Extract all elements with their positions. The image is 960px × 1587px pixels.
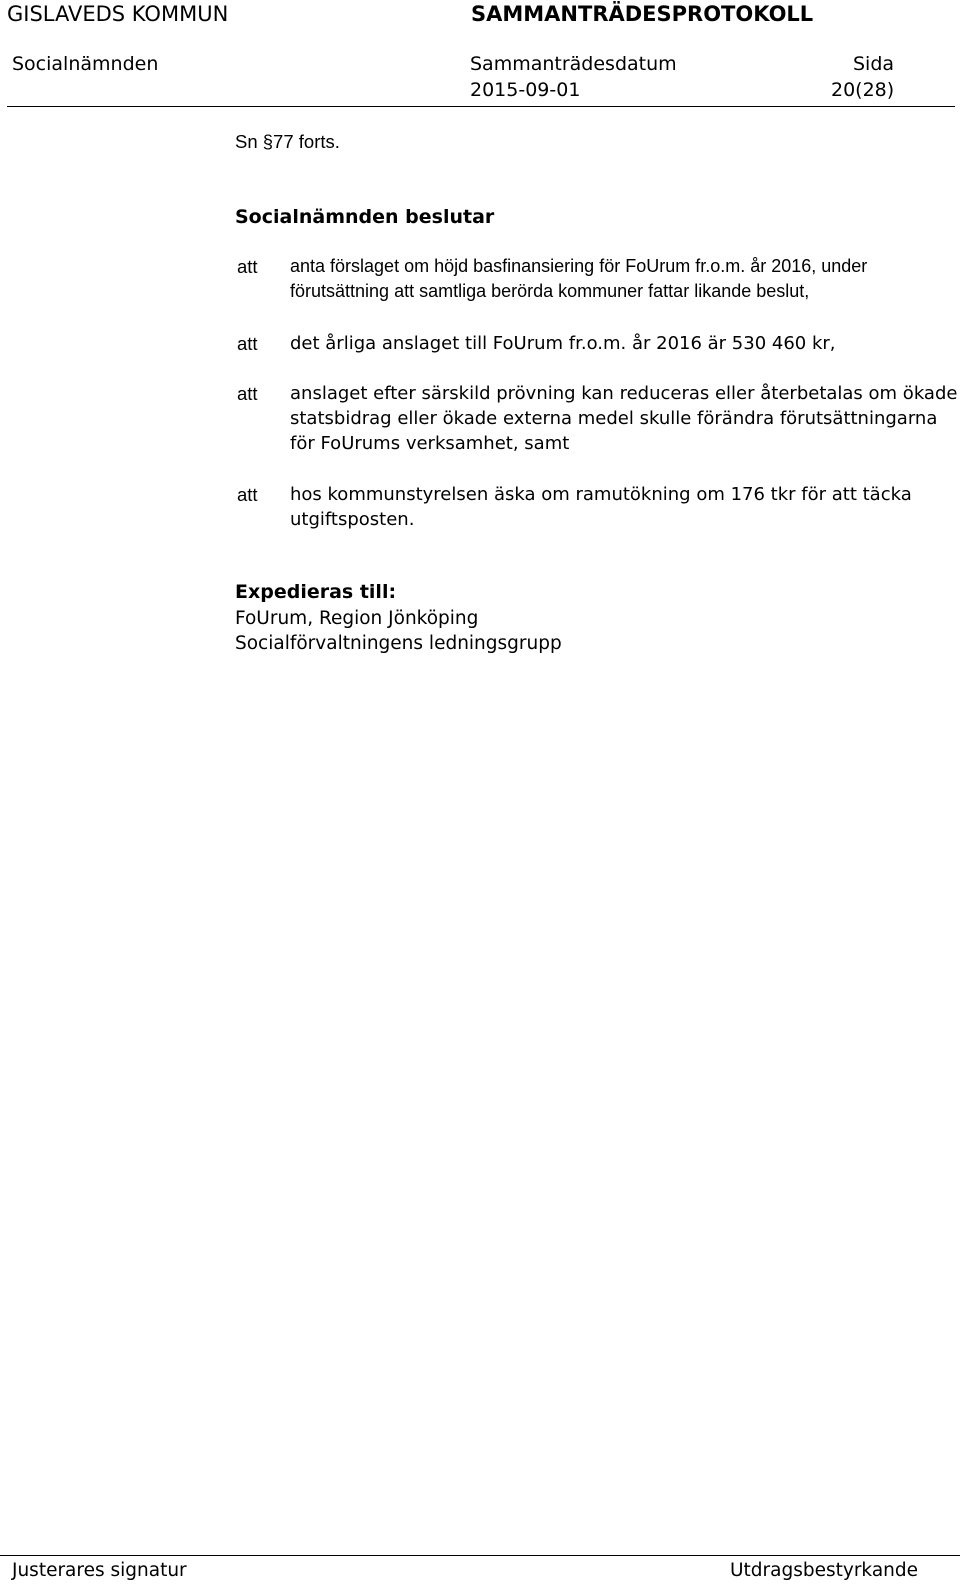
item-line: anslaget efter särskild prövning kan reduceras eller återbetalas om ökade [290, 383, 958, 404]
item-line: förutsättning att samtliga berörda kommuner fattar likande beslut, [290, 281, 810, 301]
footer-divider [0, 1555, 960, 1556]
meeting-date-value: 2015-09-01 [470, 79, 581, 101]
extract-certification-label: Utdragsbestyrkande [730, 1560, 919, 1581]
item-line: det årliga anslaget till FoUrum fr.o.m. år 2016 är 530 460 kr, [290, 333, 836, 354]
page-number: 20(28) [831, 79, 895, 101]
item-label: att [237, 256, 258, 277]
meeting-date-label: Sammanträdesdatum [470, 53, 677, 75]
signature-field-label: Justerares signatur [12, 1560, 187, 1581]
item-line: hos kommunstyrelsen äska om ramutökning om 176 tkr för att täcka [290, 484, 912, 505]
document-type: SAMMANTRÄDESPROTOKOLL [471, 2, 814, 26]
section-reference: Sn §77 forts. [235, 131, 340, 152]
item-label: att [237, 333, 258, 354]
distribution-recipient: FoUrum, Region Jönköping [235, 608, 479, 629]
item-line: för FoUrums verksamhet, samt [290, 433, 570, 454]
item-label: att [237, 484, 258, 505]
distribution-recipient: Socialförvaltningens ledningsgrupp [235, 633, 562, 654]
header-divider [7, 106, 955, 107]
distribution-heading: Expedieras till: [235, 581, 397, 603]
item-line: anta förslaget om höjd basfinansiering för FoUrum fr.o.m. år 2016, under [290, 256, 868, 276]
decision-heading: Socialnämnden beslutar [235, 206, 495, 228]
item-line: utgiftsposten. [290, 509, 415, 530]
committee-name: Socialnämnden [12, 53, 159, 75]
municipality-name: GISLAVEDS KOMMUN [7, 2, 229, 26]
page-label: Sida [853, 53, 895, 75]
item-line: statsbidrag eller ökade externa medel skulle förändra förutsättningarna [290, 408, 938, 429]
item-label: att [237, 383, 258, 404]
